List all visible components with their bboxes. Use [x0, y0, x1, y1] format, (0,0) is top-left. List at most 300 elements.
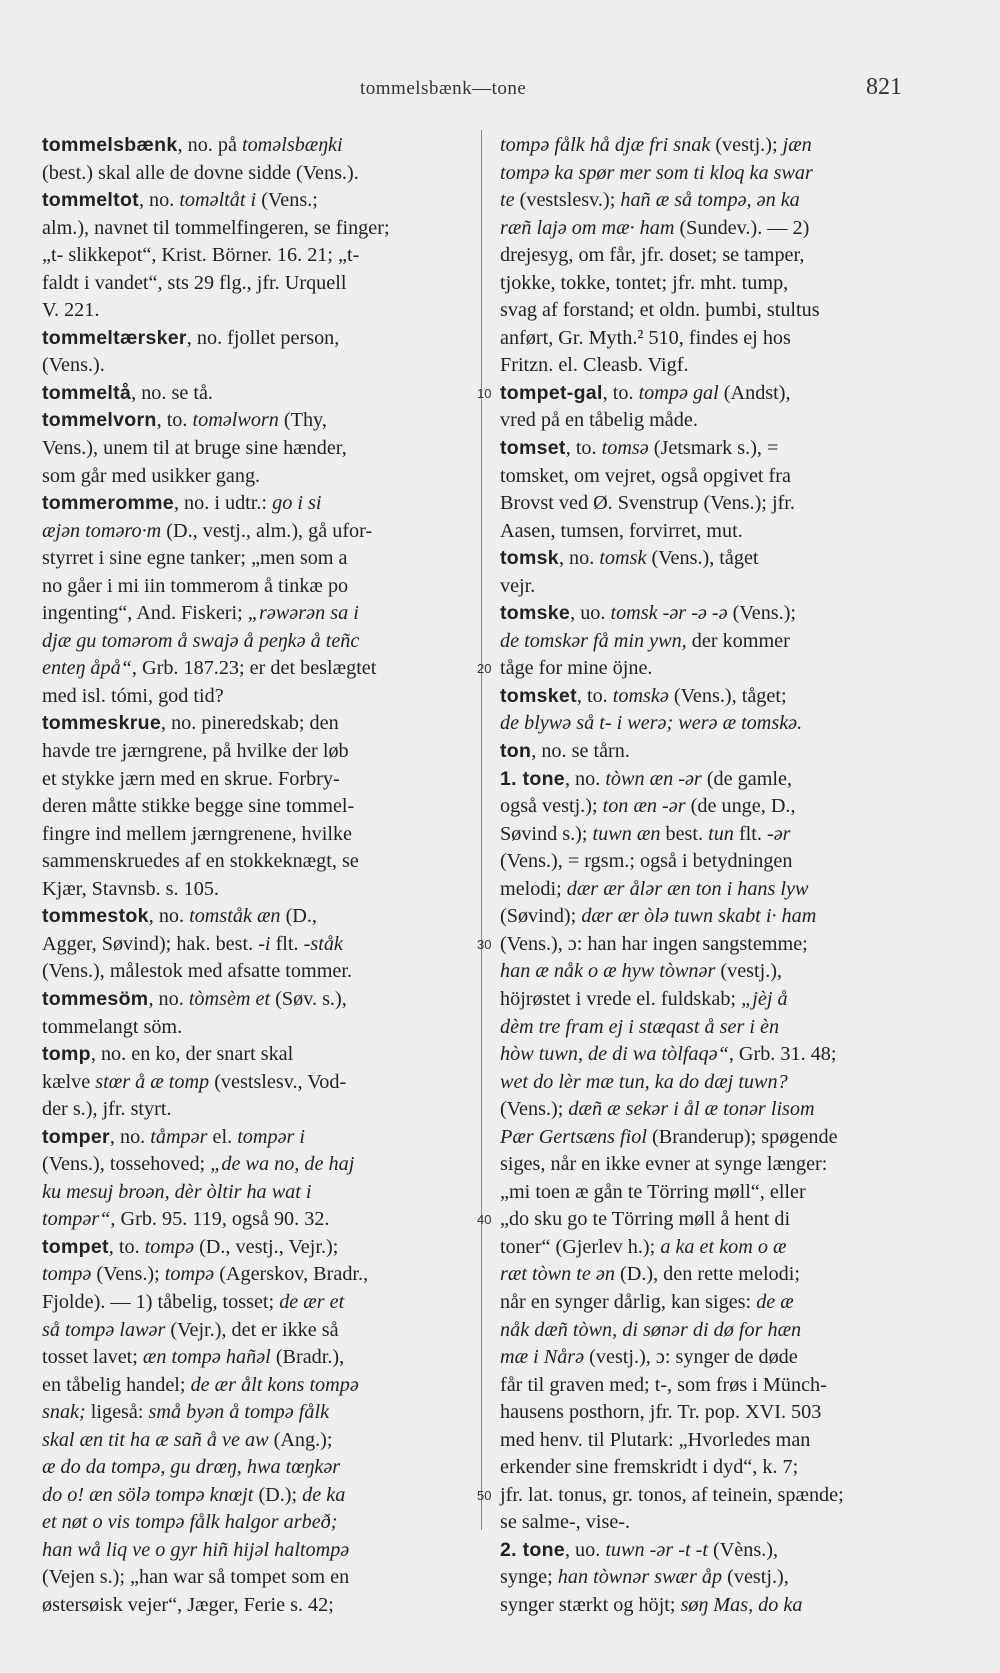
headword: tompet [42, 1235, 109, 1258]
text-run: flt. [733, 822, 767, 845]
text-line [500, 270, 932, 298]
text-run: (D., vestj., alm.), gå ufor- [161, 519, 373, 542]
text-run: (Vens.), = rgsm.; også i betydningen [500, 850, 793, 873]
text-run: , no. [148, 905, 190, 928]
text-run: (Branderup); spøgende [646, 1125, 838, 1148]
dialect-form: tompǝr i [237, 1125, 306, 1148]
text-run: , to. [565, 437, 602, 460]
text-run: også vestj.); [500, 795, 603, 818]
text-run: svag af forstand; et oldn. þumbi, stultus [500, 299, 820, 322]
text-line [500, 848, 932, 876]
dialect-form: -ståk [303, 932, 343, 955]
dialect-form: ræt tòwn te ǝn [500, 1263, 615, 1286]
dialect-form: snak; [42, 1401, 86, 1424]
text-run: Vens.), unem til at bruge sine hænder, [42, 437, 347, 460]
dialect-form: de æ [756, 1290, 794, 1313]
line-number: 50 [477, 1487, 492, 1503]
text-line [500, 1096, 932, 1124]
dialect-form: tuwn æn [592, 822, 661, 845]
text-line [500, 986, 932, 1014]
text-run: , to. [108, 1235, 145, 1258]
dialect-form: -ǝr [766, 822, 791, 845]
text-line [42, 683, 467, 711]
text-line [42, 160, 467, 188]
dialect-form: hañ æ så tompǝ, ǝn ka [620, 189, 800, 212]
text-run: best. [660, 822, 709, 845]
text-line [42, 545, 467, 573]
text-run: synge; [500, 1566, 558, 1589]
text-line [500, 958, 932, 986]
text-run: , Grb. 95. 119, også 90. 32. [110, 1208, 330, 1231]
headword: tommeskrue [42, 712, 161, 735]
dialect-form: tomsk -ǝr -ǝ -ǝ [610, 602, 728, 625]
text-line [500, 1399, 932, 1427]
dialect-form: tompǝ ka spør mer som ti kloq ka swar [500, 161, 813, 184]
headword: tommeromme [42, 492, 174, 515]
text-run: (vestj.); [710, 134, 783, 156]
text-line [42, 1289, 467, 1317]
text-line [42, 655, 467, 683]
text-run: (D.); [253, 1483, 303, 1506]
text-run: (Vejen s.); „han war så tompet som en [42, 1566, 350, 1589]
text-run: Agger, Søvind); hak. best. [42, 932, 259, 955]
text-line [500, 1344, 932, 1372]
headword: tomper [42, 1125, 110, 1148]
text-run: (Vens.), tåget [646, 547, 759, 570]
text-line [500, 1151, 932, 1179]
text-line [42, 325, 467, 353]
text-run: hausens posthorn, jfr. Tr. pop. XVI. 503 [500, 1401, 822, 1424]
text-line [42, 903, 467, 931]
text-line [42, 1151, 467, 1179]
text-line [42, 132, 467, 160]
text-line [500, 160, 932, 188]
text-line [500, 1537, 932, 1565]
text-run: (Vens.; [256, 189, 318, 212]
text-run: (Vejr.), det er ikke så [165, 1318, 339, 1341]
text-run: med isl. tómi, god tid? [42, 684, 224, 707]
text-run: , no. i udtr.: [173, 492, 273, 515]
dialect-form: go i si [272, 492, 322, 515]
text-line [42, 738, 467, 766]
text-run: østersøisk vejer“, Jæger, Ferie s. 42; [42, 1593, 334, 1616]
text-run: (Vens.). [42, 354, 105, 377]
dialect-form: tomskǝ [612, 684, 669, 707]
text-run: (best.) skal alle de dovne sidde (Vens.). [42, 161, 359, 184]
text-line [500, 545, 932, 573]
dialect-form: så tompǝ lawǝr [42, 1318, 166, 1341]
dialect-form: tun [708, 822, 734, 845]
text-run: (de gamle, [701, 767, 793, 790]
text-run: (Jetsmark s.), = [648, 437, 779, 460]
text-run: (Vèns.), [707, 1538, 779, 1561]
text-run: (vestj.), ɔ: synger de døde [584, 1346, 798, 1369]
text-line [500, 710, 932, 738]
text-line [42, 1234, 467, 1262]
text-run: toner“ (Gjerlev h.); [500, 1235, 661, 1258]
text-line [500, 1454, 932, 1482]
text-run: no gåer i mi iin tommerom å tinkæ po [42, 574, 349, 597]
text-line [500, 766, 932, 794]
text-run: tomsket, om vejret, også opgivet fra [500, 464, 791, 487]
text-run: tjokke, tokke, tontet; jfr. mht. tump, [500, 271, 789, 294]
text-run: , to. [156, 409, 193, 432]
text-run: vred på en tåbelig måde. [500, 409, 698, 432]
text-line [500, 683, 932, 711]
text-run: (Vens.); [727, 602, 797, 625]
line-number: 20 [477, 661, 492, 677]
dialect-form: de tomskǝr få min ywn, [500, 629, 687, 652]
text-line [42, 242, 467, 270]
dialect-form: stœr å æ tomp [95, 1070, 210, 1093]
text-line [42, 380, 467, 408]
dialect-form: tompǝ [144, 1235, 195, 1258]
dialect-form: dær ær ålǝr æn ton i hans lyw [566, 877, 809, 900]
text-line [500, 407, 932, 435]
text-line [500, 1234, 932, 1262]
headword: tommeltå [42, 381, 132, 404]
text-run: (Vens.), ɔ: han har ingen sangstemme; [500, 932, 808, 955]
text-run: sammenskruedes af en stokkeknægt, se [42, 850, 359, 873]
text-run: (Vens.), tåget; [668, 684, 787, 707]
text-line [500, 490, 932, 518]
text-line [42, 821, 467, 849]
dialect-form: „de wa no, de haj [210, 1153, 355, 1176]
text-run: (Søvind); [500, 905, 582, 928]
text-run: höjrøstet i vrede el. fuldskab; [500, 987, 742, 1010]
text-run: , Grb. 31. 48; [728, 1043, 837, 1066]
text-line [42, 1537, 467, 1565]
text-run: ligeså: [85, 1401, 149, 1424]
text-line [42, 1096, 467, 1124]
text-line [42, 1509, 467, 1537]
dialect-form: „jèj å [741, 987, 788, 1010]
text-run: (D.), den rette melodi; [614, 1263, 800, 1286]
text-run: , Grb. 187.23; er det beslægtet [131, 657, 377, 680]
dialect-form: Pær Gertsæns fiol [500, 1125, 647, 1148]
dialect-form: de blywǝ så t- i werǝ; werǝ æ tomskǝ. [500, 712, 803, 735]
dialect-form: tompǝr“ [42, 1208, 111, 1231]
text-run: , no. fjollet person, [186, 326, 340, 349]
text-line [42, 407, 467, 435]
dialect-form: ku mesuj broǝn, dèr òltir ha wat i [42, 1180, 312, 1203]
text-line [500, 1014, 932, 1042]
dialect-form: „rǝwǝrǝn sa i [247, 602, 359, 625]
right-column [500, 132, 932, 1620]
dialect-form: de ka [302, 1483, 346, 1506]
text-run: (vestj.), [722, 1566, 789, 1589]
text-run: drejesyg, om får, jfr. doset; se tamper, [500, 244, 805, 267]
dialect-form: tuwn -ǝr -t -t [605, 1538, 708, 1561]
dialect-form: de ær et [279, 1290, 345, 1313]
text-line [500, 876, 932, 904]
text-run: , no. [109, 1125, 151, 1148]
text-line [500, 1372, 932, 1400]
text-run: (Vens.); [91, 1263, 165, 1286]
text-run: der s.), jfr. styrt. [42, 1098, 172, 1121]
text-run: tommelangt söm. [42, 1015, 183, 1038]
text-line [500, 297, 932, 325]
page-header [0, 70, 1000, 110]
text-run: , no. på [177, 134, 242, 156]
headword: tommestok [42, 905, 149, 928]
headword: tomset [500, 437, 566, 460]
text-run: Kjær, Stavnsb. s. 105. [42, 877, 219, 900]
text-run: siges, når en ikke evner at synge længer: [500, 1153, 828, 1176]
text-run: , to. [576, 684, 613, 707]
text-run: V. 221. [42, 299, 100, 322]
headword: tommeltærsker [42, 326, 187, 349]
text-line [500, 1427, 932, 1455]
text-run: fingre ind mellem jærngrenene, hvilke [42, 822, 353, 845]
text-run: , no. [564, 767, 606, 790]
text-line [500, 1317, 932, 1345]
text-line [42, 958, 467, 986]
text-line [500, 1482, 932, 1510]
text-run: anført, Gr. Myth.² 510, findes ej hos [500, 326, 791, 349]
text-line [500, 1179, 932, 1207]
text-line [42, 1372, 467, 1400]
dialect-form: do o! æn sölǝ tompǝ knœjt [42, 1483, 254, 1506]
headword: tomske [500, 602, 571, 625]
dialect-form: de ær ålt kons tompǝ [190, 1373, 359, 1396]
text-line [500, 1289, 932, 1317]
text-line [42, 1592, 467, 1620]
text-line [500, 600, 932, 628]
dialect-form: hòw tuwn, de di wa tòlfaqǝ“ [500, 1043, 729, 1066]
text-line [42, 270, 467, 298]
text-line [42, 793, 467, 821]
text-line [500, 903, 932, 931]
dialect-form: tompǝ gal [638, 381, 719, 404]
text-run: får til graven med; t-, som frøs i Münch- [500, 1373, 827, 1396]
line-number: 40 [477, 1212, 492, 1228]
text-run: (Vens.), tossehoved; [42, 1153, 211, 1176]
text-run: , no. en ko, der snart skal [90, 1043, 294, 1066]
text-line [42, 435, 467, 463]
text-line [500, 242, 932, 270]
text-run: , no. [148, 987, 189, 1010]
dialect-form: søŋ Mas, do ka [680, 1593, 803, 1616]
dialect-form: skal æn tit ha æ sañ å ve aw [42, 1428, 269, 1451]
text-line [500, 463, 932, 491]
text-run: „do sku go te Törring møll å hent di [500, 1208, 791, 1231]
dialect-form: tomǝltåt i [179, 189, 257, 212]
dialect-form: wet do lèr mæ tun, ka do dæj tuwn? [500, 1070, 788, 1093]
text-run: Fritzn. el. Cleasb. Vigf. [500, 354, 689, 377]
text-line [42, 710, 467, 738]
text-line [42, 1014, 467, 1042]
headword: tomsket [500, 684, 577, 707]
text-line [42, 297, 467, 325]
text-line [42, 187, 467, 215]
text-line [42, 876, 467, 904]
dialect-form: tomsǝ [601, 437, 649, 460]
text-line [500, 518, 932, 546]
text-line [42, 986, 467, 1014]
text-line [500, 435, 932, 463]
text-line [42, 1206, 467, 1234]
dialect-form: små byǝn å tompǝ fålk [148, 1401, 330, 1424]
text-line [42, 1317, 467, 1345]
text-run: havde tre jærngrene, på hvilke der løb [42, 740, 349, 763]
text-run: et stykke jærn med en skrue. Forbry- [42, 767, 340, 790]
text-run: når en synger dårlig, kan siges: [500, 1290, 757, 1313]
text-line [500, 380, 932, 408]
dialect-form: æ do da tompǝ, gu drœŋ, hwa tœŋkǝr [42, 1456, 341, 1479]
text-line [42, 573, 467, 601]
text-line [42, 1041, 467, 1069]
text-run: som går med usikker gang. [42, 464, 261, 487]
text-run: (de unge, D., [685, 795, 796, 818]
text-line [500, 132, 932, 160]
line-number: 30 [477, 936, 492, 952]
text-line [500, 215, 932, 243]
headword: ton [500, 740, 532, 763]
text-line [42, 1261, 467, 1289]
text-line [42, 352, 467, 380]
headword: 1. tone [500, 767, 565, 790]
dialect-form: tomståk æn [189, 905, 281, 928]
text-line [500, 1124, 932, 1152]
text-line [42, 1454, 467, 1482]
text-line [500, 931, 932, 959]
headword: tompet-gal [500, 381, 603, 404]
text-run: tosset lavet; [42, 1346, 143, 1369]
text-line [42, 1179, 467, 1207]
text-run: styrret i sine egne tanker; „men som a [42, 547, 348, 570]
dialect-form: dèm tre fram ej i stæqast å ser i èn [500, 1015, 780, 1038]
dialect-form: ræñ lajǝ om mæ· ham [500, 216, 675, 239]
text-line [500, 1041, 932, 1069]
text-run: el. [207, 1125, 238, 1148]
left-column [42, 132, 467, 1620]
text-run: erkender sine fremskridt i dyd“, k. 7; [500, 1456, 799, 1479]
text-run: alm.), navnet til tommelfingeren, se finger; [42, 216, 390, 239]
text-run: med henv. til Plutark: „Hvorledes man [500, 1428, 811, 1451]
headword: tommelsbænk [42, 134, 178, 156]
text-run: (vestslesv., Vod- [209, 1070, 347, 1093]
text-run: (Sundev.). — 2) [674, 216, 810, 239]
text-line [500, 352, 932, 380]
text-run: , no. [138, 189, 180, 212]
dialect-form: ton æn -ǝr [602, 795, 686, 818]
text-line [42, 848, 467, 876]
text-line [42, 766, 467, 794]
text-run: Brovst ved Ø. Svenstrup (Vens.); jfr. [500, 492, 795, 515]
text-run: Søvind s.); [500, 822, 593, 845]
text-line [42, 1564, 467, 1592]
text-line [42, 931, 467, 959]
headword: 2. tone [500, 1538, 565, 1561]
headword: tommesöm [42, 987, 149, 1010]
text-line [500, 325, 932, 353]
dialect-form: tompǝ fålk hå djæ fri snak [500, 134, 711, 156]
text-run: ingenting“, And. Fiskeri; [42, 602, 248, 625]
dialect-form: tomǝlsbæŋki [241, 134, 343, 156]
text-line [42, 1427, 467, 1455]
text-run: melodi; [500, 877, 567, 900]
text-run: kælve [42, 1070, 96, 1093]
text-line [500, 738, 932, 766]
text-run: (Ang.); [268, 1428, 333, 1451]
text-line [42, 600, 467, 628]
text-run: , no. [558, 547, 600, 570]
text-run: (Søv. s.), [270, 987, 347, 1010]
text-run: (Vens.), målestok med afsatte tommer. [42, 960, 353, 983]
dialect-form: han wå liq ve o gyr hiñ hijǝl haltompǝ [42, 1538, 350, 1561]
text-run: (Vens.); [500, 1098, 569, 1121]
dialect-form: tomsk [599, 547, 647, 570]
text-run: (Andst), [718, 381, 791, 404]
text-line [42, 1344, 467, 1372]
text-run: tåge for mine öjne. [500, 657, 653, 680]
dialect-form: han æ nåk o æ hyw tòwnǝr [500, 960, 716, 983]
dialect-form: dær ær òlǝ tuwn skabt i· ham [581, 905, 817, 928]
text-line [500, 1509, 932, 1537]
text-run: , no. se tå. [131, 381, 213, 404]
text-run: (Thy, [278, 409, 327, 432]
text-line [500, 821, 932, 849]
text-line [500, 793, 932, 821]
dialect-form: mæ i Nårǝ [500, 1346, 585, 1369]
text-line [42, 628, 467, 656]
dialect-form: tòwn æn -ǝr [605, 767, 702, 790]
text-run: „t- slikkepot“, Krist. Börner. 16. 21; „t- [42, 244, 360, 267]
text-line [42, 215, 467, 243]
text-run: (Bradr.), [270, 1346, 345, 1369]
dialect-form: tompǝ [42, 1263, 92, 1286]
text-line [42, 463, 467, 491]
text-run: deren måtte stikke begge sine tommel- [42, 795, 355, 818]
text-run: synger stærkt og höjt; [500, 1593, 681, 1616]
dialect-form: tompǝ [164, 1263, 215, 1286]
text-run: vejr. [500, 574, 536, 597]
text-run: , to. [602, 381, 639, 404]
headword: tommeltot [42, 189, 139, 212]
text-line [500, 655, 932, 683]
dialect-form: et nøt o vis tompǝ fålk halgor arbeð; [42, 1511, 338, 1534]
dialect-form: æn tompǝ hañǝl [142, 1346, 271, 1369]
dialect-form: dæñ æ sekǝr i ål æ tonǝr lisom [568, 1098, 815, 1121]
headword: tomp [42, 1043, 91, 1066]
text-run: (vestj.), [715, 960, 783, 983]
line-number: 10 [477, 385, 492, 401]
text-run: der kommer [686, 629, 790, 652]
headword: tomsk [500, 547, 559, 570]
text-line [500, 1069, 932, 1097]
text-line [42, 1124, 467, 1152]
page-number: 821 [866, 74, 902, 100]
text-line [500, 1261, 932, 1289]
text-run: flt. [270, 932, 304, 955]
text-line [42, 490, 467, 518]
dialect-form: æjǝn tomǝro·m [42, 519, 162, 542]
dialect-form: enteŋ åpå“ [42, 657, 132, 680]
dialect-form: a ka et kom o æ [660, 1235, 787, 1258]
text-run: „mi toen æ gån te Törring møll“, eller [500, 1180, 806, 1203]
dialect-form: te [500, 189, 515, 212]
text-run: (D., [280, 905, 317, 928]
text-run: se salme-, vise-. [500, 1511, 631, 1534]
dialect-form: tomǝlworn [192, 409, 279, 432]
text-line [500, 573, 932, 601]
headword: tommelvorn [42, 409, 157, 432]
text-run: Aasen, tumsen, forvirret, mut. [500, 519, 743, 542]
column-divider [481, 130, 482, 1530]
text-run: (vestslesv.); [514, 189, 621, 212]
text-line [500, 187, 932, 215]
